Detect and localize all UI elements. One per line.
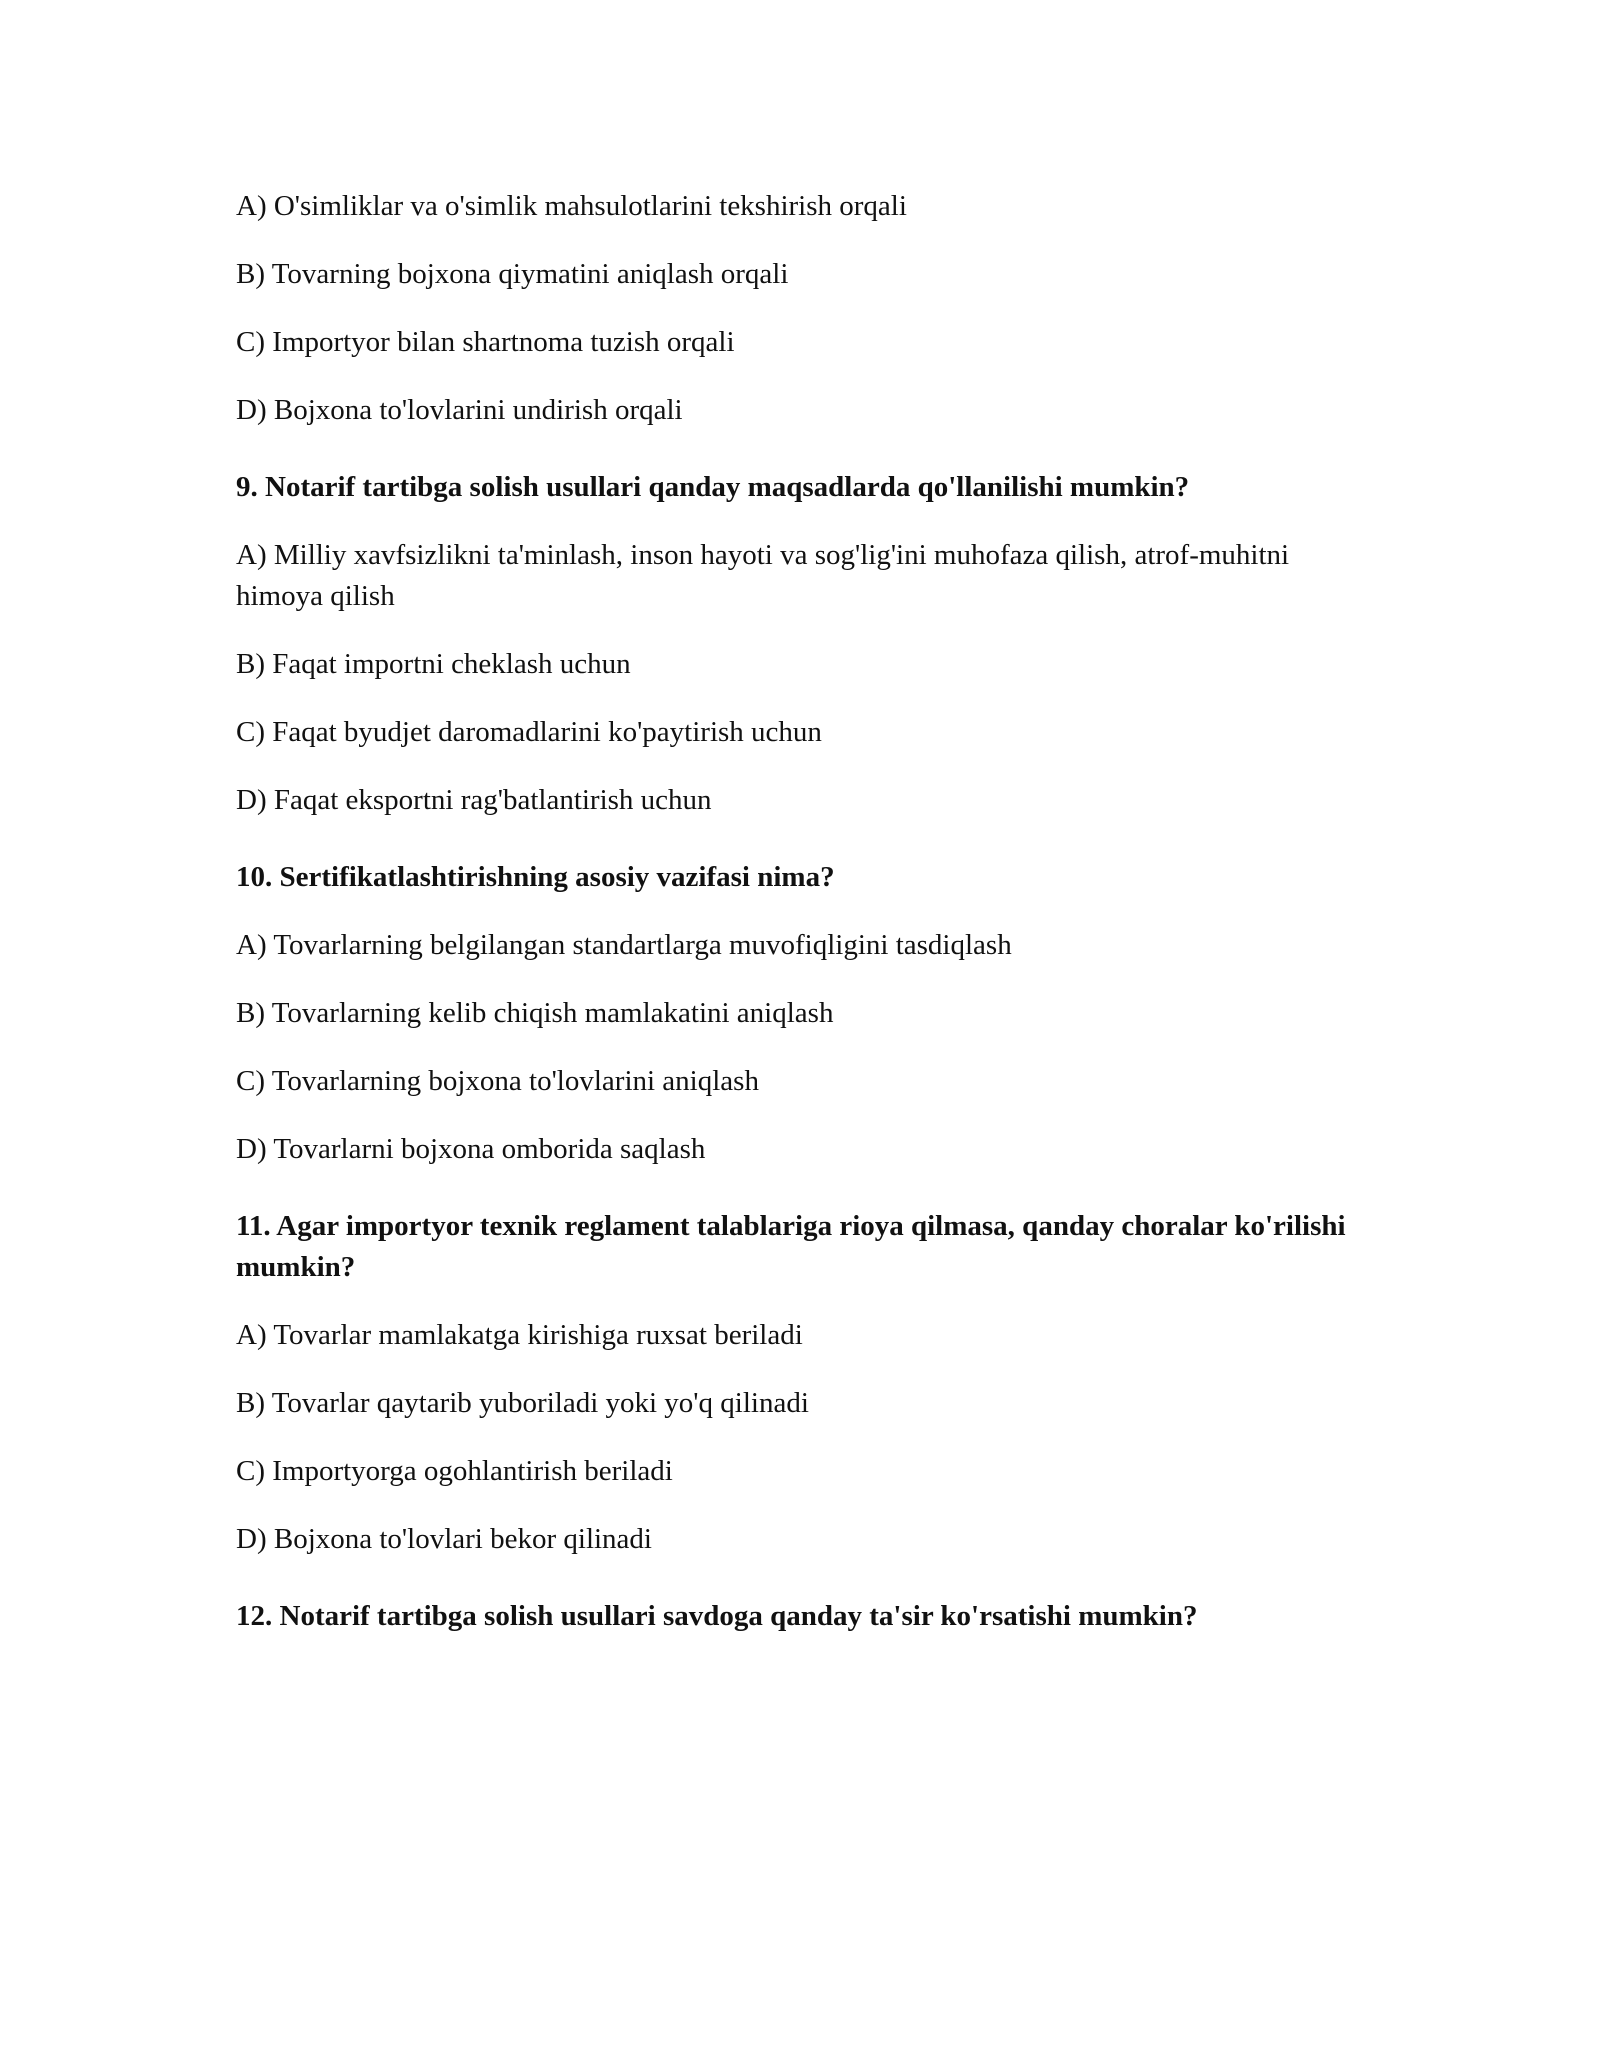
question-title: 12. Notarif tartibga solish usullari savdoga qanday ta'sir ko'rsatishi mumkin? bbox=[236, 1600, 1198, 1632]
option-a: A) Milliy xavfsizlikni ta'minlash, inson hayoti va sog'lig'ini muhofaza qilish, atrof-muhitni himoya qilish bbox=[236, 539, 1290, 612]
option-a: A) Tovarlarning belgilangan standartlarga muvofiqligini tasdiqlash bbox=[236, 929, 1012, 961]
option-b: B) Tovarning bojxona qiymatini aniqlash orqali bbox=[236, 258, 789, 290]
option-d: D) Bojxona to'lovlarini undirish orqali bbox=[236, 394, 683, 426]
option-b: B) Tovarlarning kelib chiqish mamlakatini aniqlash bbox=[236, 997, 834, 1029]
question-block-11 bbox=[236, 1206, 1346, 1560]
option-d: D) Tovarlarni bojxona omborida saqlash bbox=[236, 1133, 706, 1165]
option-c: C) Faqat byudjet daromadlarini ko'paytirish uchun bbox=[236, 716, 822, 748]
question-title: 9. Notarif tartibga solish usullari qanday maqsadlarda qo'llanilishi mumkin? bbox=[236, 471, 1190, 503]
question-block-8-continued bbox=[236, 186, 1346, 431]
option-d: D) Faqat eksportni rag'batlantirish uchun bbox=[236, 784, 712, 816]
option-c: C) Tovarlarning bojxona to'lovlarini aniqlash bbox=[236, 1065, 759, 1097]
option-d: D) Bojxona to'lovlari bekor qilinadi bbox=[236, 1523, 652, 1555]
option-a: A) Tovarlar mamlakatga kirishiga ruxsat beriladi bbox=[236, 1319, 803, 1351]
question-block-10 bbox=[236, 857, 1346, 1170]
question-block-9 bbox=[236, 467, 1346, 821]
question-block-12 bbox=[236, 1596, 1346, 1637]
option-c: C) Importyor bilan shartnoma tuzish orqali bbox=[236, 326, 735, 358]
question-title: 10. Sertifikatlashtirishning asosiy vazifasi nima? bbox=[236, 861, 835, 893]
question-title: 11. Agar importyor texnik reglament talablariga rioya qilmasa, qanday choralar ko'rilishi mumkin? bbox=[236, 1210, 1346, 1283]
option-a: A) O'simliklar va o'simlik mahsulotlarini tekshirish orqali bbox=[236, 190, 907, 222]
quiz-content bbox=[236, 186, 1346, 1673]
option-c: C) Importyorga ogohlantirish beriladi bbox=[236, 1455, 673, 1487]
option-b: B) Faqat importni cheklash uchun bbox=[236, 648, 631, 680]
option-b: B) Tovarlar qaytarib yuboriladi yoki yo'q qilinadi bbox=[236, 1387, 809, 1419]
